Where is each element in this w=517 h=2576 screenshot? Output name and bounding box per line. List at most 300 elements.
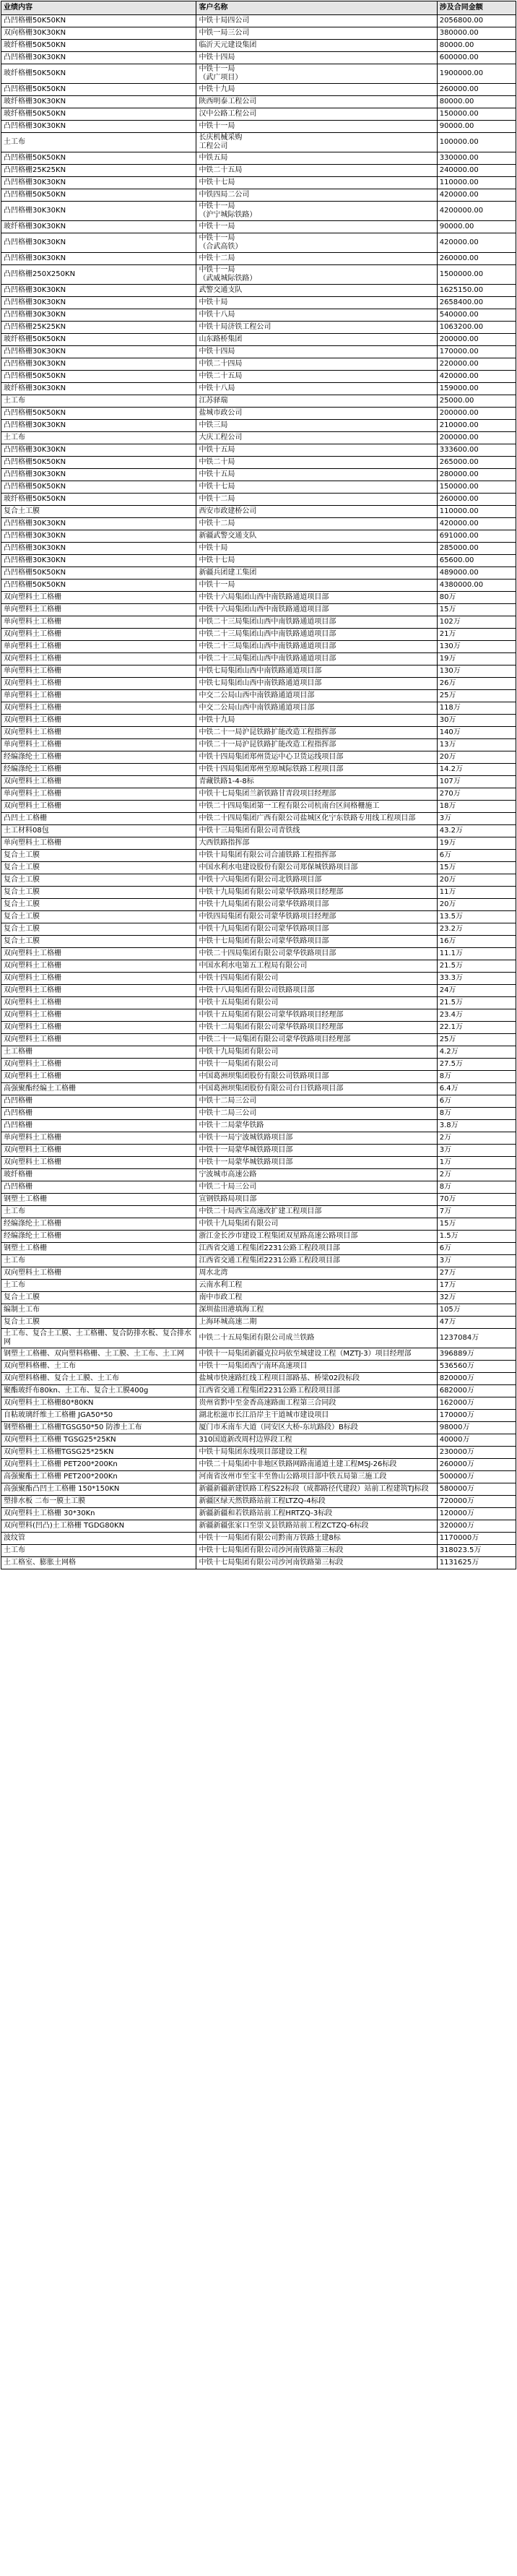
cell-content: 双向塑料格栅、复合土工膜、土工布 bbox=[1, 1373, 196, 1385]
cell-content: 凸凹格栅30K30KN bbox=[1, 309, 196, 322]
cell-amount: 70万 bbox=[437, 1194, 516, 1206]
cell-customer: 中铁二十三局集团山西中南铁路通道项目部 bbox=[196, 616, 437, 629]
cell-content: 玻纤格栅50K50KN bbox=[1, 40, 196, 52]
cell-customer: 中铁十二局三公司 bbox=[196, 1095, 437, 1108]
cell-content: 编制土工布 bbox=[1, 1304, 196, 1317]
cell-amount: 536560万 bbox=[437, 1361, 516, 1373]
header-amount: 涉及合同金额 bbox=[437, 1, 516, 15]
cell-content: 单向塑料土工格栅 bbox=[1, 604, 196, 616]
cell-customer: 中铁十九局集团有限公司 bbox=[196, 1046, 437, 1059]
cell-customer: 中铁十七局集团有限公司沙河南铁路第三标段 bbox=[196, 1557, 437, 1569]
table-row bbox=[1, 616, 516, 629]
table-row bbox=[1, 653, 516, 665]
cell-content: 凸凹格栅25K25KN bbox=[1, 165, 196, 177]
cell-customer: 宣钢铁路局项目部 bbox=[196, 1194, 437, 1206]
cell-content: 玻纤格栅50K50KN bbox=[1, 334, 196, 346]
table-row bbox=[1, 960, 516, 973]
cell-amount: 2万 bbox=[437, 1169, 516, 1181]
cell-customer: 中铁十局 bbox=[196, 543, 437, 555]
cell-content: 双向塑料土工格栅 bbox=[1, 653, 196, 665]
cell-content: 复合土工膜 bbox=[1, 850, 196, 862]
cell-content: 凸凹格栅30K30KN bbox=[1, 420, 196, 432]
cell-amount: 40000万 bbox=[437, 1434, 516, 1447]
table-row bbox=[1, 1194, 516, 1206]
cell-content: 双向塑料土工格栅 bbox=[1, 997, 196, 1009]
table-row bbox=[1, 1483, 516, 1496]
cell-amount: 13.5万 bbox=[437, 911, 516, 923]
cell-content: 玻纤格栅30K30KN bbox=[1, 96, 196, 108]
table-row bbox=[1, 751, 516, 764]
cell-customer: 中铁十一局蒙华城铁路项目部 bbox=[196, 1145, 437, 1157]
cell-customer: 云南水利工程 bbox=[196, 1280, 437, 1292]
cell-content: 玻纤格栅50K50KN bbox=[1, 494, 196, 506]
table-row bbox=[1, 1471, 516, 1483]
cell-customer: 中铁十六局集团山西中南铁路通道项目部 bbox=[196, 604, 437, 616]
table-row bbox=[1, 420, 516, 432]
cell-content: 凸凹格栅30K30KN bbox=[1, 346, 196, 358]
table-row bbox=[1, 985, 516, 997]
cell-content: 单向塑料土工格栅 bbox=[1, 690, 196, 702]
cell-content: 复合土工膜 bbox=[1, 862, 196, 874]
table-row bbox=[1, 1181, 516, 1194]
cell-customer: 中国水利水电建设股份有限公司郑保城铁路项目部 bbox=[196, 862, 437, 874]
cell-content: 双向塑料土工格栅 bbox=[1, 1009, 196, 1022]
cell-content: 凸凹格栅250X250KN bbox=[1, 265, 196, 285]
cell-amount: 170000万 bbox=[437, 1410, 516, 1422]
table-row bbox=[1, 1145, 516, 1157]
cell-amount: 150000.00 bbox=[437, 108, 516, 121]
cell-customer: 中铁十一局 bbox=[196, 221, 437, 233]
cell-customer: 中铁十一局集团新疆克拉玛依至城建设工程（MZTJ-3）项目经理部 bbox=[196, 1348, 437, 1361]
cell-customer: 新疆新疆和若铁路站前工程HRTZQ-3标段 bbox=[196, 1508, 437, 1520]
cell-amount: 420000.00 bbox=[437, 189, 516, 202]
cell-customer: 中铁十九局集团有限公司蒙华铁路项目部 bbox=[196, 899, 437, 911]
cell-content: 经编涤纶土工格栅 bbox=[1, 1231, 196, 1243]
table-row bbox=[1, 1206, 516, 1218]
cell-content: 凸凹格栅30K30KN bbox=[1, 52, 196, 64]
cell-content: 钢塑格栅土工格栅TGSG50*50 防渗土工布 bbox=[1, 1422, 196, 1434]
table-row bbox=[1, 444, 516, 457]
cell-content: 高强聚酯土工格栅 PET200*200Kn bbox=[1, 1471, 196, 1483]
cell-amount: 1900000.00 bbox=[437, 64, 516, 84]
cell-customer: 中铁十一局 （沪宁城际铁路） bbox=[196, 202, 437, 221]
table-row bbox=[1, 494, 516, 506]
cell-amount: 260000.00 bbox=[437, 253, 516, 265]
cell-content: 双向塑料格栅、土工布 bbox=[1, 1361, 196, 1373]
cell-customer: 中铁十五局 bbox=[196, 444, 437, 457]
table-row bbox=[1, 739, 516, 751]
cell-content: 凸凹格栅 bbox=[1, 1120, 196, 1132]
cell-content: 双向塑料土工格栅 bbox=[1, 1157, 196, 1169]
cell-amount: 17万 bbox=[437, 1280, 516, 1292]
cell-content: 高强聚酯经编土工格栅 bbox=[1, 1083, 196, 1095]
cell-amount: 159000.00 bbox=[437, 383, 516, 395]
table-row bbox=[1, 1059, 516, 1071]
cell-customer: 大庆工程公司 bbox=[196, 432, 437, 444]
cell-customer: 深圳盐田港填海工程 bbox=[196, 1304, 437, 1317]
cell-content: 双向塑料土工格栅 bbox=[1, 973, 196, 985]
cell-amount: 3万 bbox=[437, 1145, 516, 1157]
cell-content: 凸凹格栅30K30KN bbox=[1, 253, 196, 265]
table-row bbox=[1, 1385, 516, 1397]
cell-customer: 中铁二十局西宝高速改扩建工程项目部 bbox=[196, 1206, 437, 1218]
cell-customer: 中铁二十三局集团山西中南铁路通道项目部 bbox=[196, 653, 437, 665]
table-row bbox=[1, 358, 516, 371]
cell-customer: 中铁十七局 bbox=[196, 481, 437, 494]
cell-customer: 中铁二十四局集团第一工程有限公司杭南台区间格栅施工 bbox=[196, 801, 437, 813]
cell-amount: 47万 bbox=[437, 1317, 516, 1329]
cell-customer: 厦门市禾南车大道（同安区大桥-东坑路段）B标段 bbox=[196, 1422, 437, 1434]
cell-amount: 80万 bbox=[437, 592, 516, 604]
cell-amount: 120000万 bbox=[437, 1508, 516, 1520]
table-row bbox=[1, 383, 516, 395]
cell-amount: 4200000.00 bbox=[437, 202, 516, 221]
cell-customer: 中铁十一局 bbox=[196, 121, 437, 133]
cell-customer: 江西省交通工程集团2231公路工程段项目部 bbox=[196, 1243, 437, 1255]
table-row bbox=[1, 1447, 516, 1459]
cell-amount: 27万 bbox=[437, 1267, 516, 1280]
cell-customer: 中铁十七局 bbox=[196, 177, 437, 189]
table-row bbox=[1, 1280, 516, 1292]
cell-customer: 中铁十二局集团有限公司蒙华铁路项目经理部 bbox=[196, 1022, 437, 1034]
cell-amount: 18万 bbox=[437, 801, 516, 813]
table-row bbox=[1, 297, 516, 309]
cell-content: 单向塑料土工格栅 bbox=[1, 1132, 196, 1145]
cell-content: 双向塑料土工格栅 bbox=[1, 960, 196, 973]
cell-customer: 中铁十局集团有限公司合浦铁路工程指挥部 bbox=[196, 850, 437, 862]
cell-customer: 中铁一局三公司 bbox=[196, 27, 437, 40]
table-row bbox=[1, 408, 516, 420]
cell-content: 凸凹格栅50K50KN bbox=[1, 371, 196, 383]
table-row bbox=[1, 121, 516, 133]
cell-customer: 盐城市快速路红线工程项目部路基、桥梁02段标段 bbox=[196, 1373, 437, 1385]
cell-customer: 中铁十三局集团有限公司青铁线 bbox=[196, 825, 437, 837]
table-body bbox=[1, 15, 516, 1569]
cell-content: 复合土工膜 bbox=[1, 911, 196, 923]
cell-content: 双向塑料土工格栅 bbox=[1, 629, 196, 641]
cell-customer: 临沂天元建设集团 bbox=[196, 40, 437, 52]
cell-amount: 90000.00 bbox=[437, 121, 516, 133]
cell-content: 双向塑料土工格栅 bbox=[1, 776, 196, 788]
cell-content: 双向塑料土工格栅 TGSG25*25KN bbox=[1, 1434, 196, 1447]
table-row bbox=[1, 1231, 516, 1243]
table-row bbox=[1, 604, 516, 616]
table-row bbox=[1, 555, 516, 567]
cell-customer: 中铁二十五局 bbox=[196, 165, 437, 177]
cell-amount: 33.3万 bbox=[437, 973, 516, 985]
cell-content: 凸凹格栅30K30KN bbox=[1, 233, 196, 253]
cell-content: 凸凹格栅30K30KN bbox=[1, 530, 196, 543]
cell-amount: 260000.00 bbox=[437, 84, 516, 96]
cell-content: 双向塑料土工格栅 bbox=[1, 1022, 196, 1034]
cell-amount: 23.4万 bbox=[437, 1009, 516, 1022]
cell-amount: 140万 bbox=[437, 727, 516, 739]
cell-content: 凸凹格栅30K30KN bbox=[1, 469, 196, 481]
cell-content: 土工布 bbox=[1, 432, 196, 444]
cell-content: 双向塑料土工格栅 30*30Kn bbox=[1, 1508, 196, 1520]
table-row bbox=[1, 592, 516, 604]
cell-content: 凸凹格栅30K30KN bbox=[1, 555, 196, 567]
cell-content: 高强聚酯凸凹土工格栅 150*150KN bbox=[1, 1483, 196, 1496]
cell-amount: 80000.00 bbox=[437, 40, 516, 52]
cell-amount: 600000.00 bbox=[437, 52, 516, 64]
cell-amount: 200000.00 bbox=[437, 334, 516, 346]
table-row bbox=[1, 702, 516, 715]
cell-content: 单向塑料土工格栅 bbox=[1, 616, 196, 629]
table-row bbox=[1, 1169, 516, 1181]
cell-amount: 110000.00 bbox=[437, 177, 516, 189]
cell-amount: 720000万 bbox=[437, 1496, 516, 1508]
table-row bbox=[1, 96, 516, 108]
cell-content: 凸凹格栅50K50KN bbox=[1, 189, 196, 202]
cell-content: 经编涤纶土工格栅 bbox=[1, 751, 196, 764]
cell-amount: 420000.00 bbox=[437, 233, 516, 253]
cell-content: 土工材料08包 bbox=[1, 825, 196, 837]
cell-content: 玻纤格栅50K50KN bbox=[1, 108, 196, 121]
table-row bbox=[1, 506, 516, 518]
cell-customer: 中铁二十局三公司 bbox=[196, 1181, 437, 1194]
cell-amount: 19万 bbox=[437, 653, 516, 665]
cell-amount: 8万 bbox=[437, 1071, 516, 1083]
table-row bbox=[1, 825, 516, 837]
cell-content: 单向塑料土工格栅 bbox=[1, 788, 196, 801]
table-row bbox=[1, 678, 516, 690]
cell-customer: 中铁二十局集团中非地区铁路网路南通道土建工程MSJ-26标段 bbox=[196, 1459, 437, 1471]
cell-amount: 21万 bbox=[437, 629, 516, 641]
cell-content: 凸凹格栅50K50KN bbox=[1, 408, 196, 420]
cell-customer: 中铁十九局 bbox=[196, 715, 437, 727]
table-row bbox=[1, 1361, 516, 1373]
cell-content: 复合土工膜 bbox=[1, 1317, 196, 1329]
cell-amount: 25万 bbox=[437, 690, 516, 702]
table-row bbox=[1, 457, 516, 469]
cell-customer: 上海环城高速二期 bbox=[196, 1317, 437, 1329]
cell-amount: 20万 bbox=[437, 899, 516, 911]
cell-amount: 170000.00 bbox=[437, 346, 516, 358]
cell-amount: 318023.5万 bbox=[437, 1545, 516, 1557]
table-row bbox=[1, 1218, 516, 1231]
cell-content: 土工布 bbox=[1, 1255, 196, 1267]
cell-customer: 中铁十一局宁波城铁路项目部 bbox=[196, 1132, 437, 1145]
cell-customer: 中铁二十四局集团有限公司蒙华铁路项目部 bbox=[196, 948, 437, 960]
cell-amount: 396889万 bbox=[437, 1348, 516, 1361]
table-row bbox=[1, 973, 516, 985]
cell-customer: 中铁四局二公司 bbox=[196, 189, 437, 202]
cell-amount: 118万 bbox=[437, 702, 516, 715]
cell-customer: 贵州省黔中至金香高速路面工程第三合同段 bbox=[196, 1397, 437, 1410]
cell-customer: 中国葛洲坝集团股份有限公司铁路项目部 bbox=[196, 1071, 437, 1083]
cell-customer: 中铁十七局集团有限公司蒙华铁路项目部 bbox=[196, 936, 437, 948]
cell-customer: 盐城市政公司 bbox=[196, 408, 437, 420]
cell-customer: 中铁五局 bbox=[196, 152, 437, 165]
table-row bbox=[1, 1422, 516, 1434]
cell-customer: 青藏铁路1-4-8标 bbox=[196, 776, 437, 788]
cell-customer: 中铁十一局 （合武高铁） bbox=[196, 233, 437, 253]
table-row bbox=[1, 641, 516, 653]
cell-content: 凸凹格栅30K30KN bbox=[1, 444, 196, 457]
cell-content: 双向塑料土工格栅 bbox=[1, 948, 196, 960]
cell-customer: 中铁十局集团东线项目部建设工程 bbox=[196, 1447, 437, 1459]
cell-content: 凸凹格栅30K30KN bbox=[1, 518, 196, 530]
table-row bbox=[1, 715, 516, 727]
cell-amount: 2658400.00 bbox=[437, 297, 516, 309]
cell-amount: 25000.00 bbox=[437, 395, 516, 408]
table-row bbox=[1, 1034, 516, 1046]
table-row bbox=[1, 27, 516, 40]
table-row bbox=[1, 1292, 516, 1304]
cell-content: 玻纤格栅50K50KN bbox=[1, 64, 196, 84]
table-row bbox=[1, 309, 516, 322]
table-row bbox=[1, 764, 516, 776]
cell-content: 双向塑料土工格栅 bbox=[1, 1267, 196, 1280]
cell-content: 土工布 bbox=[1, 1545, 196, 1557]
cell-customer: 中铁十一局蒙华城铁路项目部 bbox=[196, 1157, 437, 1169]
cell-customer: 中铁二十一局沪昆铁路扩能改造工程指挥部 bbox=[196, 739, 437, 751]
cell-amount: 90000.00 bbox=[437, 221, 516, 233]
cell-amount: 240000.00 bbox=[437, 165, 516, 177]
cell-amount: 1500000.00 bbox=[437, 265, 516, 285]
table-row bbox=[1, 1267, 516, 1280]
cell-customer: 中铁二十四局集团广西有限公司盐城区化宁东铁路专用线工程项目部 bbox=[196, 813, 437, 825]
cell-amount: 19万 bbox=[437, 837, 516, 850]
cell-customer: 新疆区绿天然铁路站前工程LTZQ-4标段 bbox=[196, 1496, 437, 1508]
cell-content: 凸凹格栅50K50KN bbox=[1, 567, 196, 580]
cell-customer: 中铁十四局集团郑州至原城际铁路工程项目部 bbox=[196, 764, 437, 776]
table-row bbox=[1, 1317, 516, 1329]
cell-content: 凸凹格栅30K30KN bbox=[1, 121, 196, 133]
table-row bbox=[1, 727, 516, 739]
cell-content: 双向塑料土工格栅 bbox=[1, 1071, 196, 1083]
cell-content: 玻纤格栅30K30KN bbox=[1, 221, 196, 233]
cell-amount: 1.5万 bbox=[437, 1231, 516, 1243]
cell-amount: 8万 bbox=[437, 1108, 516, 1120]
table-row bbox=[1, 177, 516, 189]
cell-customer: 宁波城市高速公路 bbox=[196, 1169, 437, 1181]
cell-customer: 中铁十九局集团有限公司 bbox=[196, 1218, 437, 1231]
cell-content: 凸凹格栅 bbox=[1, 1095, 196, 1108]
cell-customer: 中铁十六局集团山西中南铁路通道项目部 bbox=[196, 592, 437, 604]
cell-content: 复合土工膜 bbox=[1, 899, 196, 911]
table-row bbox=[1, 481, 516, 494]
cell-content: 单向塑料土工格栅 bbox=[1, 665, 196, 678]
cell-customer: 浙江金长沙市建设工程集团双星路高速公路项目部 bbox=[196, 1231, 437, 1243]
cell-customer: 中铁七局集团山西中南铁路通道项目部 bbox=[196, 678, 437, 690]
cell-content: 复合土工膜 bbox=[1, 1292, 196, 1304]
cell-amount: 21.5万 bbox=[437, 960, 516, 973]
cell-amount: 6.4万 bbox=[437, 1083, 516, 1095]
cell-customer: 周水北湾 bbox=[196, 1267, 437, 1280]
table-row bbox=[1, 395, 516, 408]
cell-amount: 4.2万 bbox=[437, 1046, 516, 1059]
cell-customer: 汉中公路工程公司 bbox=[196, 108, 437, 121]
cell-customer: 中铁十二局蒙华铁路 bbox=[196, 1120, 437, 1132]
cell-customer: 中铁十七局 bbox=[196, 555, 437, 567]
cell-content: 凸凹格栅30K30KN bbox=[1, 358, 196, 371]
cell-amount: 1063200.00 bbox=[437, 322, 516, 334]
table-row bbox=[1, 189, 516, 202]
table-row bbox=[1, 64, 516, 84]
cell-amount: 100000.00 bbox=[437, 133, 516, 152]
cell-amount: 6万 bbox=[437, 1243, 516, 1255]
cell-customer: 中铁二十一局沪昆铁路扩能改造工程指挥部 bbox=[196, 727, 437, 739]
cell-customer: 武警交通支队 bbox=[196, 285, 437, 297]
table-row bbox=[1, 788, 516, 801]
cell-amount: 22.1万 bbox=[437, 1022, 516, 1034]
cell-amount: 420000.00 bbox=[437, 371, 516, 383]
cell-amount: 80000.00 bbox=[437, 96, 516, 108]
cell-customer: 中铁十四局 bbox=[196, 52, 437, 64]
table-row bbox=[1, 265, 516, 285]
header-content: 业绩内容 bbox=[1, 1, 196, 15]
cell-customer: 中交二公局山西中南铁路通道项目部 bbox=[196, 702, 437, 715]
cell-customer: 中铁二十五局集团有限公司成兰铁路 bbox=[196, 1329, 437, 1348]
cell-customer: 中铁十五局集团有限公司 bbox=[196, 997, 437, 1009]
cell-content: 双向塑料土工格栅 bbox=[1, 1145, 196, 1157]
cell-content: 双向塑料(凹凸)土工格栅 TGDG80KN bbox=[1, 1520, 196, 1533]
table-row bbox=[1, 813, 516, 825]
cell-customer: 中铁十四局 bbox=[196, 346, 437, 358]
cell-customer: 大西铁路指挥部 bbox=[196, 837, 437, 850]
cell-content: 凸凹格栅50K50KN bbox=[1, 580, 196, 592]
cell-amount: 130万 bbox=[437, 665, 516, 678]
table-row bbox=[1, 1373, 516, 1385]
cell-amount: 500000万 bbox=[437, 1471, 516, 1483]
cell-amount: 330000.00 bbox=[437, 152, 516, 165]
cell-content: 复合土工膜 bbox=[1, 887, 196, 899]
table-row bbox=[1, 1009, 516, 1022]
cell-content: 凸凹格栅50K50KN bbox=[1, 15, 196, 27]
cell-customer: 长庆机械采购 工程公司 bbox=[196, 133, 437, 152]
table-row bbox=[1, 346, 516, 358]
cell-customer: 新疆新疆新建铁路工程S22标段（成都路径代建段）站前工程建筑TJ标段 bbox=[196, 1483, 437, 1496]
cell-customer: 河南省汝州市至宝丰至鲁山公路项目部中铁五局第三施工段 bbox=[196, 1471, 437, 1483]
cell-customer: 中铁十八局 bbox=[196, 309, 437, 322]
cell-content: 经编涤纶土工格栅 bbox=[1, 764, 196, 776]
cell-amount: 200000.00 bbox=[437, 432, 516, 444]
cell-customer: 新疆兵团建工集团 bbox=[196, 567, 437, 580]
table-row bbox=[1, 899, 516, 911]
cell-content: 凸凹格栅 bbox=[1, 1181, 196, 1194]
table-row bbox=[1, 887, 516, 899]
cell-customer: 中铁十八局集团有限公司铁路项目部 bbox=[196, 985, 437, 997]
cell-amount: 162000万 bbox=[437, 1397, 516, 1410]
table-row bbox=[1, 997, 516, 1009]
cell-content: 复合土工膜 bbox=[1, 923, 196, 936]
table-row bbox=[1, 84, 516, 96]
cell-amount: 320000万 bbox=[437, 1520, 516, 1533]
cell-customer: 新疆武警交通支队 bbox=[196, 530, 437, 543]
cell-amount: 1131625万 bbox=[437, 1557, 516, 1569]
table-row bbox=[1, 1132, 516, 1145]
cell-amount: 380000.00 bbox=[437, 27, 516, 40]
cell-customer: 中铁十一局集团有限公司黔南万铁路土建8标 bbox=[196, 1533, 437, 1545]
cell-amount: 26万 bbox=[437, 678, 516, 690]
cell-amount: 32万 bbox=[437, 1292, 516, 1304]
cell-customer: 中国水利水电第五工程局有限公司 bbox=[196, 960, 437, 973]
cell-amount: 2万 bbox=[437, 1132, 516, 1145]
cell-amount: 43.2万 bbox=[437, 825, 516, 837]
table-row bbox=[1, 285, 516, 297]
cell-customer: 中国葛洲坝集团股份有限公司台日铁路项目部 bbox=[196, 1083, 437, 1095]
table-row bbox=[1, 253, 516, 265]
table-row bbox=[1, 911, 516, 923]
table-row bbox=[1, 837, 516, 850]
cell-amount: 20万 bbox=[437, 751, 516, 764]
table-row bbox=[1, 862, 516, 874]
table-header-row bbox=[1, 1, 516, 15]
table-row bbox=[1, 1520, 516, 1533]
cell-content: 双向塑料土工格栅 bbox=[1, 1034, 196, 1046]
